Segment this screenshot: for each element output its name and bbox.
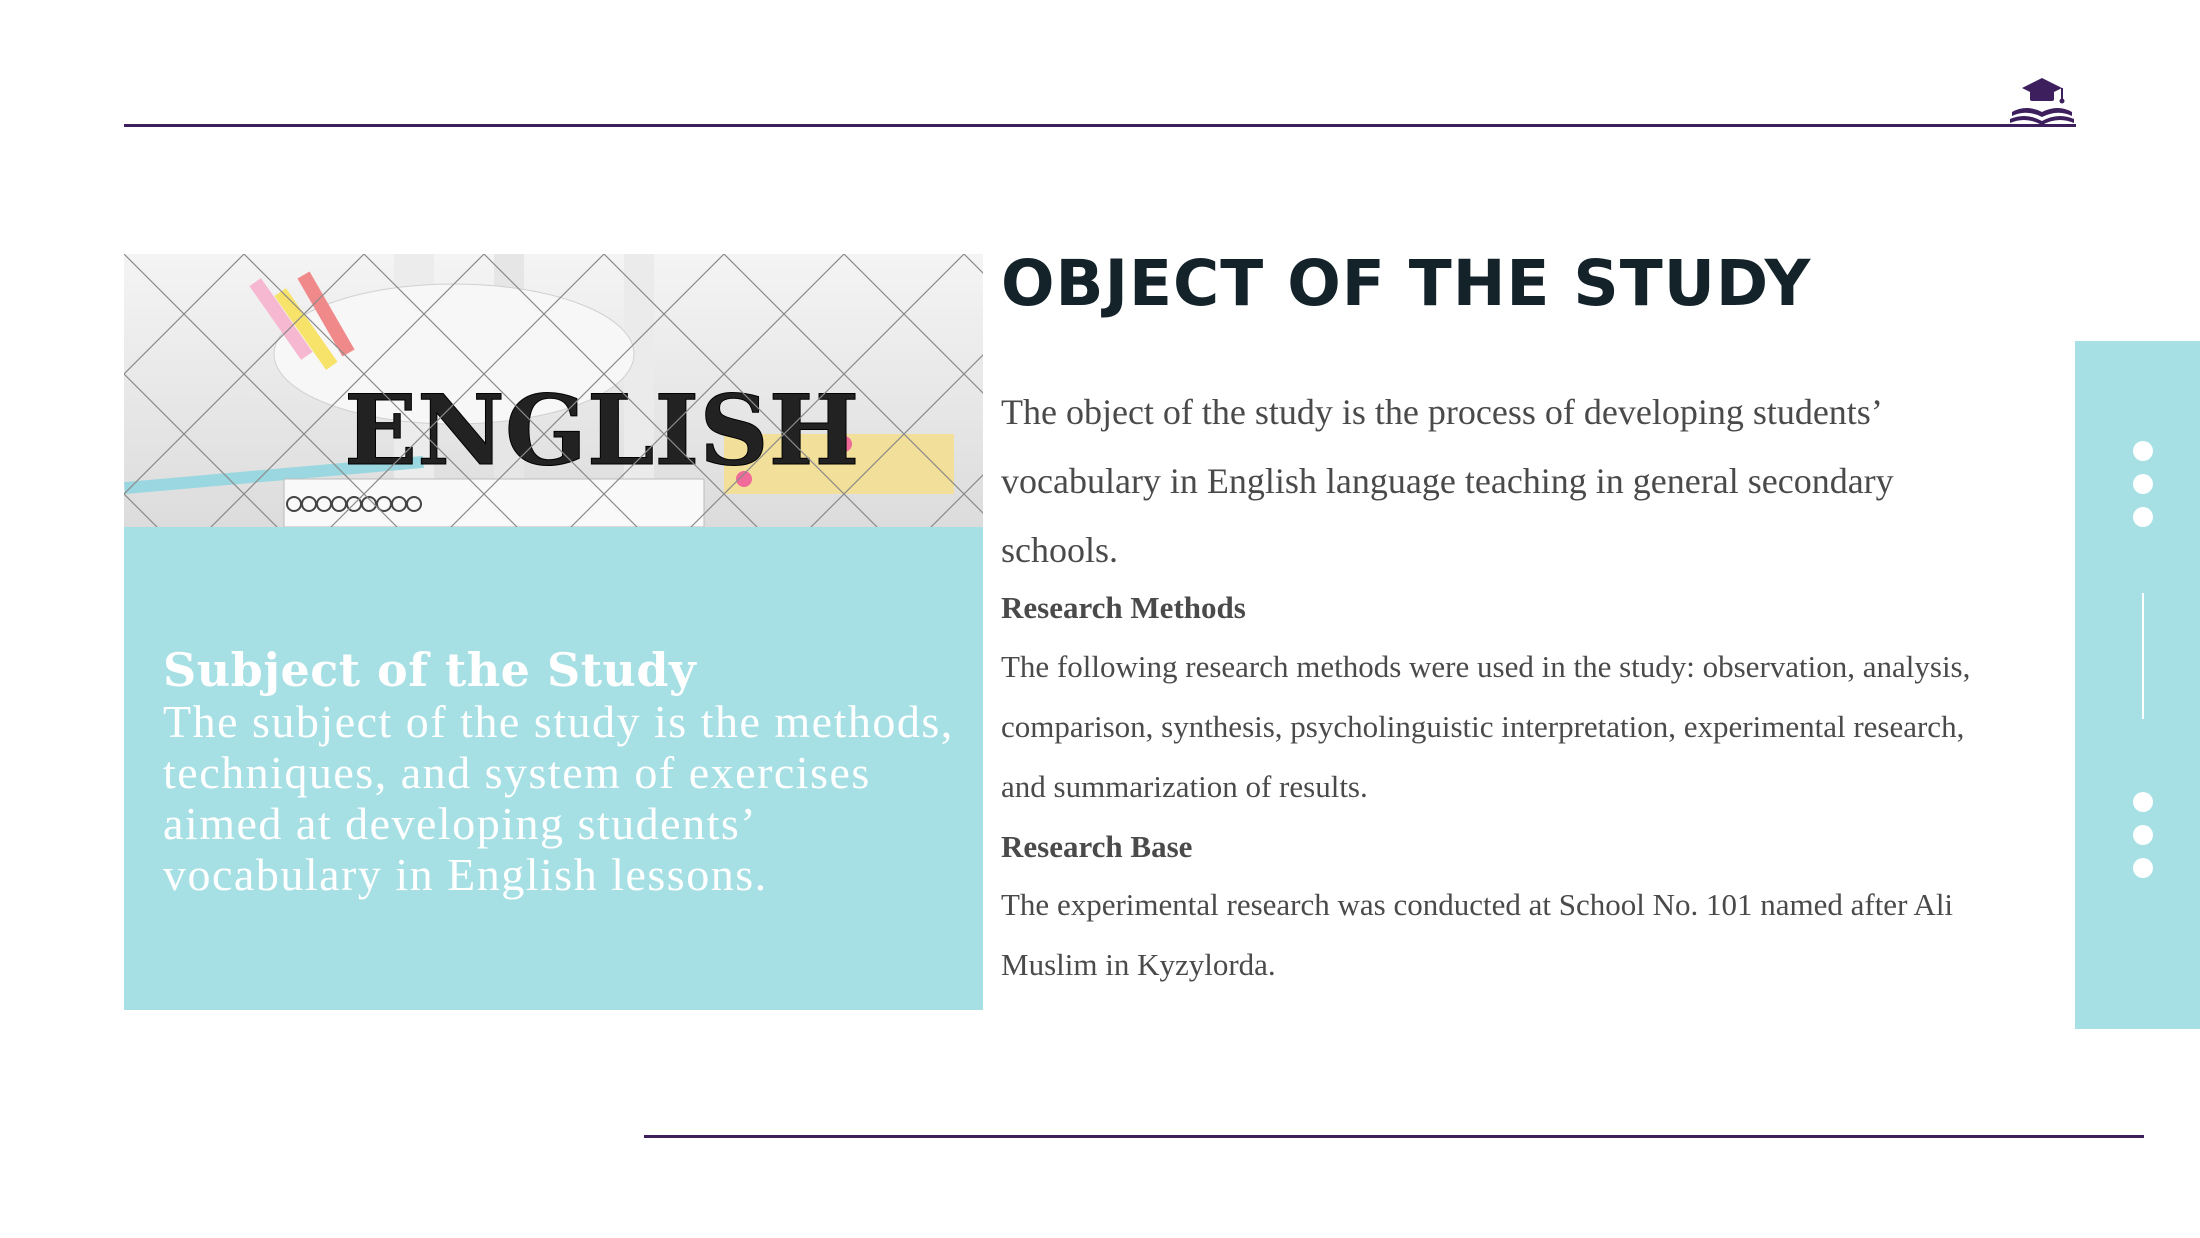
nav-dot[interactable] bbox=[2133, 792, 2153, 812]
nav-dot[interactable] bbox=[2133, 441, 2153, 461]
base-heading: Research Base bbox=[1001, 829, 1193, 864]
slide-heading: OBJECT OF THE STUDY bbox=[1001, 247, 1812, 320]
object-paragraph: The object of the study is the process of developing students’ vocabulary in English language teaching in general secondary schools. bbox=[1001, 392, 1894, 570]
nav-dot[interactable] bbox=[2133, 825, 2153, 845]
card-title: Subject of the Study bbox=[163, 643, 697, 697]
nav-dot[interactable] bbox=[2133, 474, 2153, 494]
top-divider bbox=[124, 124, 2076, 127]
base-paragraph: The experimental research was conducted at School No. 101 named after Ali Muslim in Kyzylorda. bbox=[1001, 887, 1954, 982]
graduation-cap-book-icon bbox=[2008, 74, 2076, 126]
nav-dot[interactable] bbox=[2133, 858, 2153, 878]
methods-paragraph: The following research methods were used in the study: observation, analysis, comparison, synthesis, psycholinguistic interpretation, experimental research, and summarization of results. bbox=[1001, 649, 1971, 804]
side-divider bbox=[2142, 593, 2144, 719]
methods-heading: Research Methods bbox=[1001, 590, 1246, 625]
card-body: The subject of the study is the methods, techniques, and system of exercises aimed at developing students’ vocabulary in English lessons. bbox=[163, 696, 954, 900]
english-photo bbox=[124, 254, 983, 527]
side-navigation-tab bbox=[2075, 341, 2200, 1029]
subject-card bbox=[124, 527, 983, 1010]
bottom-divider bbox=[644, 1135, 2144, 1138]
nav-dot[interactable] bbox=[2133, 507, 2153, 527]
